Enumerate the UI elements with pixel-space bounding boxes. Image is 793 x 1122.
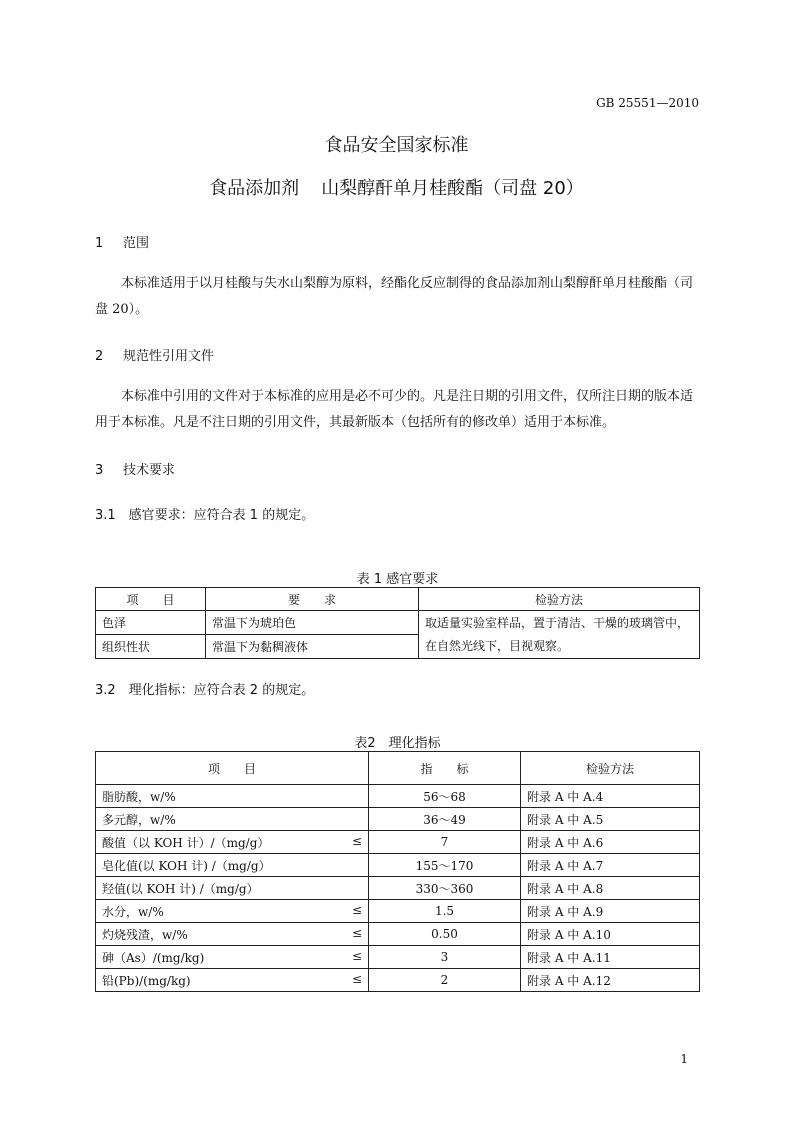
table2-cell-item: 砷（As）/(mg/kg) ≤ — [96, 946, 369, 969]
table1-cell-method: 取适量实验室样品，置于清洁、干燥的玻璃管中，在自然光线下，目视观察。 — [419, 611, 700, 659]
table2-caption: 表2 理化指标 — [354, 736, 441, 751]
table2-cell-value: 7 — [369, 831, 521, 854]
table1-header-row — [96, 588, 700, 611]
subtitle-part1: 食品添加剂 — [209, 178, 300, 199]
table-row — [96, 808, 700, 831]
table-row — [96, 877, 700, 900]
table2-cell-method: 附录 A 中 A.10 — [521, 923, 700, 946]
le-sign: ≤ — [351, 902, 362, 917]
table2-header-value: 指 标 — [369, 752, 521, 785]
table2-cell-item: 脂肪酸，w/% — [96, 785, 369, 808]
table1-cell-item: 色泽 — [96, 611, 206, 635]
table2-cell-item: 羟值(以 KOH 计) /（mg/g） — [96, 877, 369, 900]
table2-cell-method: 附录 A 中 A.6 — [521, 831, 700, 854]
table2-cell-item: 多元醇，w/% — [96, 808, 369, 831]
document-subtitle — [0, 174, 793, 200]
table2-cell-method: 附录 A 中 A.7 — [521, 854, 700, 877]
table2-cell-method: 附录 A 中 A.11 — [521, 946, 700, 969]
le-sign: ≤ — [351, 833, 362, 848]
table2-cell-value: 3 — [369, 946, 521, 969]
table2-cell-value: 2 — [369, 969, 521, 992]
le-sign: ≤ — [351, 971, 362, 986]
section-3-1-text: 3.1 感官要求：应符合表 1 的规定。 — [95, 508, 315, 523]
table-row — [96, 969, 700, 992]
table2-cell-value: 1.5 — [369, 900, 521, 923]
le-sign: ≤ — [351, 925, 362, 940]
table2-cell-item: 酸值（以 KOH 计）/（mg/g） ≤ — [96, 831, 369, 854]
section-2-text: 本标准中引用的文件对于本标准的应用是必不可少的。凡是注日期的引用文件，仅所注日期的版本适用于本标准。凡是不注日期的引用文件，其最新版本（包括所有的修改单）适用于本标准。 — [95, 389, 694, 430]
table2-header-item: 项 目 — [96, 752, 369, 785]
standard-code: GB 25551—2010 — [596, 96, 699, 110]
table2-cell-method: 附录 A 中 A.4 — [521, 785, 700, 808]
table2-cell-method: 附录 A 中 A.12 — [521, 969, 700, 992]
table1-caption: 表 1 感官要求 — [356, 572, 439, 587]
table2-cell-method: 附录 A 中 A.9 — [521, 900, 700, 923]
table-row — [96, 831, 700, 854]
section-1-text: 本标准适用于以月桂酸与失水山梨醇为原料，经酯化反应制得的食品添加剂山梨醇酐单月桂酸酯（司盘 20）。 — [95, 276, 694, 317]
table1-cell-requirement: 常温下为琥珀色 — [206, 611, 419, 635]
table2-cell-item: 皂化值(以 KOH 计) /（mg/g） — [96, 854, 369, 877]
table1-header-requirement: 要 求 — [206, 588, 419, 611]
table2-cell-item: 灼烧残渣，w/% ≤ — [96, 923, 369, 946]
table-row — [96, 785, 700, 808]
section-3-heading: 3 技术要求 — [95, 463, 176, 478]
table-row — [96, 946, 700, 969]
section-3-2-text: 3.2 理化指标：应符合表 2 的规定。 — [95, 683, 315, 698]
table2-cell-value: 56～68 — [369, 785, 521, 808]
section-2-heading: 2 规范性引用文件 — [95, 349, 215, 364]
document-title: 食品安全国家标准 — [324, 135, 469, 156]
table1-sensory — [95, 587, 700, 659]
table2-cell-method: 附录 A 中 A.8 — [521, 877, 700, 900]
page-number: 1 — [680, 1052, 688, 1066]
table2-cell-method: 附录 A 中 A.5 — [521, 808, 700, 831]
table2-physicochemical — [95, 751, 700, 992]
table1-header-method: 检验方法 — [419, 588, 700, 611]
table2-cell-item: 水分，w/% ≤ — [96, 900, 369, 923]
table1-header-item: 项 目 — [96, 588, 206, 611]
le-sign: ≤ — [351, 948, 362, 963]
table1-cell-requirement: 常温下为黏稠液体 — [206, 635, 419, 659]
table2-header-method: 检验方法 — [521, 752, 700, 785]
section-1-heading: 1 范围 — [95, 236, 150, 251]
table1-cell-item: 组织性状 — [96, 635, 206, 659]
table2-cell-item: 铅(Pb)/(mg/kg) ≤ — [96, 969, 369, 992]
table2-header-row — [96, 752, 700, 785]
subtitle-part2: 山梨醇酐单月桂酸酯（司盘 20） — [321, 178, 584, 199]
table-row — [96, 611, 700, 635]
table2-cell-value: 330～360 — [369, 877, 521, 900]
table-row — [96, 900, 700, 923]
table2-cell-value: 155～170 — [369, 854, 521, 877]
table2-cell-value: 0.50 — [369, 923, 521, 946]
table2-cell-value: 36～49 — [369, 808, 521, 831]
table-row — [96, 923, 700, 946]
table-row — [96, 854, 700, 877]
